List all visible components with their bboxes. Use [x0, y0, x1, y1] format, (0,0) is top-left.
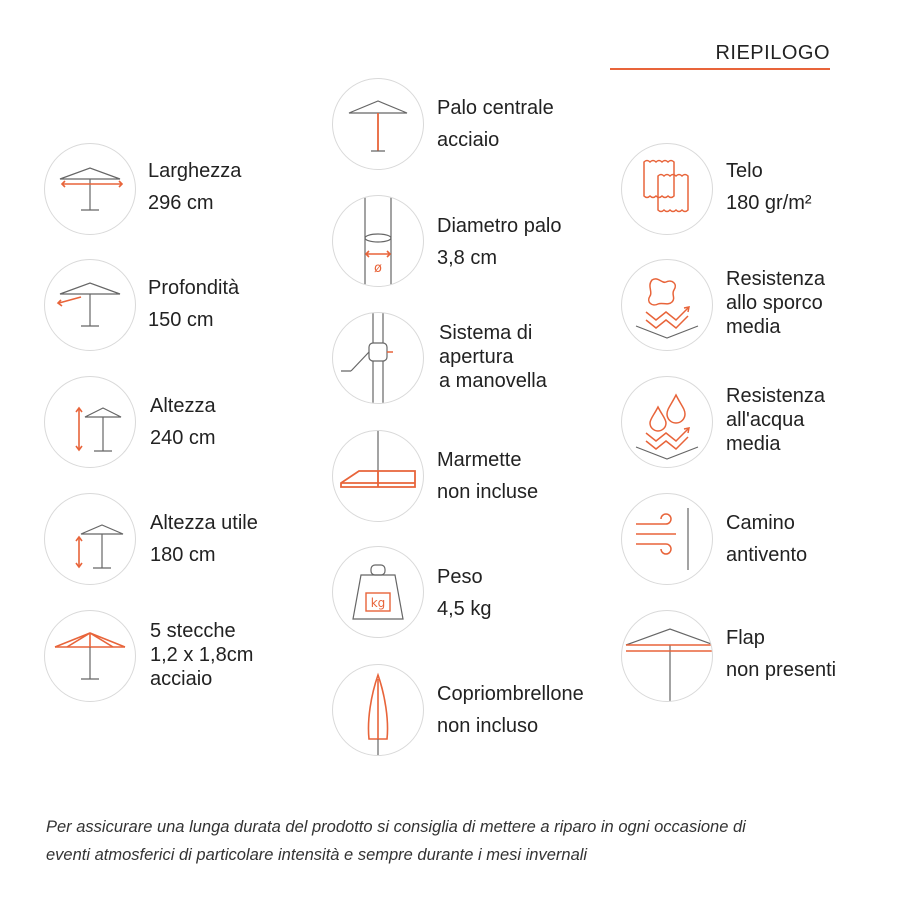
- diameter-symbol: ø: [374, 261, 382, 276]
- central-pole-icon: [332, 78, 424, 170]
- header-title: RIEPILOGO: [715, 42, 830, 64]
- spec-label: Diametro palo 3,8 cm: [437, 215, 562, 269]
- spec-label: Copriombrellone non incluso: [437, 683, 584, 737]
- spec-label: Resistenza all'acqua media: [726, 385, 825, 455]
- weight-unit-label: kg: [370, 596, 386, 610]
- spec-label: Altezza 240 cm: [150, 395, 216, 449]
- spec-label: 5 stecche 1,2 x 1,8cm acciaio: [150, 620, 254, 690]
- umbrella-width-icon: [44, 143, 136, 235]
- spec-label: Marmette non incluse: [437, 449, 539, 503]
- spec-label: Profondità 150 cm: [148, 277, 240, 331]
- care-note-line: eventi atmosferici di particolare intensità e sempre durante i mesi invernali: [46, 846, 588, 864]
- umbrella-ribs-icon: [44, 610, 136, 702]
- spec-label: Palo centrale acciaio: [437, 97, 554, 151]
- flap-icon: [621, 610, 713, 702]
- header-underline: [610, 68, 830, 70]
- spec-label: Larghezza 296 cm: [148, 160, 242, 214]
- umbrella-height-icon: [44, 376, 136, 468]
- crank-opening-icon: [332, 312, 424, 404]
- spec-label: Resistenza allo sporco media: [726, 268, 825, 338]
- spec-label: Sistema di apertura a manovella: [439, 322, 547, 392]
- umbrella-depth-icon: [44, 259, 136, 351]
- pole-diameter-icon: [332, 195, 424, 287]
- umbrella-usable-height-icon: [44, 493, 136, 585]
- spec-label: Flap non presenti: [726, 627, 837, 681]
- spec-label: Camino antivento: [726, 512, 808, 566]
- weight-icon: [332, 546, 424, 638]
- care-note: [46, 813, 866, 869]
- base-tiles-icon: [332, 430, 424, 522]
- spec-label: Altezza utile 180 cm: [150, 512, 258, 566]
- spec-label: Telo 180 gr/m²: [726, 160, 812, 214]
- spec-label: Peso 4,5 kg: [437, 566, 492, 620]
- wind-vent-icon: [621, 493, 713, 585]
- care-note-line: Per assicurare una lunga durata del prodotto si consiglia di mettere a riparo in ogni occasione di: [46, 818, 746, 836]
- water-resistance-icon: [621, 376, 713, 468]
- umbrella-cover-icon: [332, 664, 424, 756]
- dirt-resistance-icon: [621, 259, 713, 351]
- fabric-icon: [621, 143, 713, 235]
